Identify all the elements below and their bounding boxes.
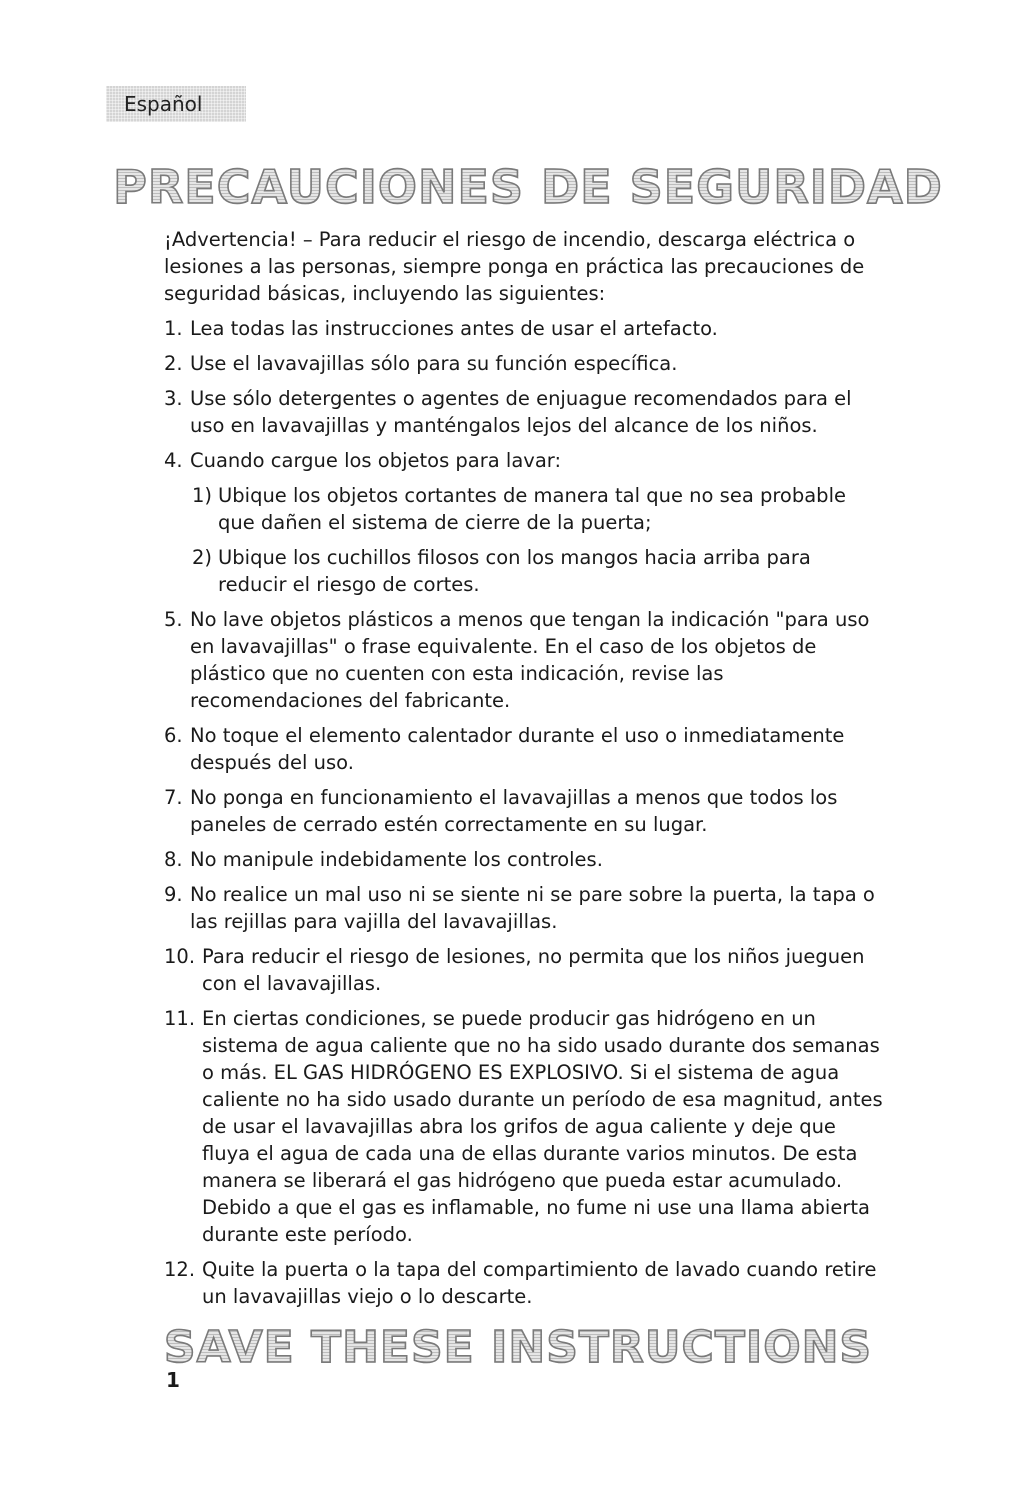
list-item-text: Use el lavavajillas sólo para su función específica. [190,352,678,375]
list-item-text: No ponga en funcionamiento el lavavajillas a menos que todos los paneles de cerrado estén correctamente en su lugar. [190,786,838,836]
list-item [164,1256,884,1310]
list-item-text: Lea todas las instrucciones antes de usar el artefacto. [190,317,718,340]
list-item-text: No lave objetos plásticos a menos que tengan la indicación "para uso en lavavajillas" o frase equivalente. En el caso de los objetos de plástico que no cuenten con esta indicación, revise las recomendaciones del fabricante. [190,608,870,712]
list-item [164,606,884,714]
list-item [164,881,884,935]
list-item-text: No realice un mal uso ni se siente ni se pare sobre la puerta, la tapa o las rejillas para vajilla del lavavajillas. [190,883,875,933]
list-item [164,722,884,776]
safety-instructions [164,226,884,1318]
sub-list-item-number: 2) [192,546,213,569]
list-item-number: 11. [164,1007,196,1030]
sub-list-item-text: Ubique los objetos cortantes de manera tal que no sea probable que dañen el sistema de cierre de la puerta; [218,484,846,534]
list-item-text: No manipule indebidamente los controles. [190,848,603,871]
list-item-number: 7. [164,786,183,809]
list-item-text: Use sólo detergentes o agentes de enjuague recomendados para el uso en lavavajillas y manténgalos lejos del alcance de los niños. [190,387,852,437]
sub-list-item [164,482,884,536]
list-item-number: 8. [164,848,183,871]
list-item-number: 12. [164,1258,196,1281]
list-item [164,943,884,997]
list-item-number: 5. [164,608,183,631]
list-item-number: 4. [164,449,183,472]
sub-list-item-number: 1) [192,484,213,507]
list-item-number: 3. [164,387,183,410]
warning-intro: ¡Advertencia! – Para reducir el riesgo de incendio, descarga eléctrica o lesiones a las personas, siempre ponga en práctica las precauciones de seguridad básicas, incluyendo las siguientes: [164,228,865,305]
list-item-number: 2. [164,352,183,375]
list-item [164,315,884,342]
list-item-number: 9. [164,883,183,906]
list-item-text: Cuando cargue los objetos para lavar: [190,449,562,472]
list-item-text: Quite la puerta o la tapa del compartimiento de lavado cuando retire un lavavajillas viejo o lo descarte. [202,1258,877,1308]
list-item-text: Para reducir el riesgo de lesiones, no permita que los niños jueguen con el lavavajillas. [202,945,865,995]
list-item [164,1005,884,1248]
language-tab-label: Español [124,92,203,116]
list-item [164,385,884,439]
list-item-text: No toque el elemento calentador durante el uso o inmediatamente después del uso. [190,724,845,774]
sub-list-item-text: Ubique los cuchillos filosos con los mangos hacia arriba para reducir el riesgo de cortes. [218,546,811,596]
language-tab [106,86,246,122]
page-title: PRECAUCIONES DE SEGURIDAD [10,160,1036,214]
list-item-text: En ciertas condiciones, se puede producir gas hidrógeno en un sistema de agua caliente que no ha sido usado durante dos semanas o más. EL GAS HIDRÓGENO ES EXPLOSIVO. Si el sistema de agua caliente no ha sido usado durante un período de esa magnitud, antes de usar el lavavajillas abra los grifos de agua caliente y deje que fluya el agua de cada una de ellas durante varios minutos. De esta manera se liberará el gas hidrógeno que pueda estar acumulado. Debido a que el gas es inflamable, no fume ni use una llama abierta durante este período. [202,1007,883,1246]
list-item [164,350,884,377]
list-item-number: 1. [164,317,183,340]
save-instructions-heading: SAVE THESE INSTRUCTIONS [0,1322,1036,1373]
list-item [164,784,884,838]
page-number: 1 [166,1368,180,1392]
list-item [164,846,884,873]
list-item [164,447,884,474]
sub-list-item [164,544,884,598]
list-item-number: 6. [164,724,183,747]
list-item-number: 10. [164,945,196,968]
